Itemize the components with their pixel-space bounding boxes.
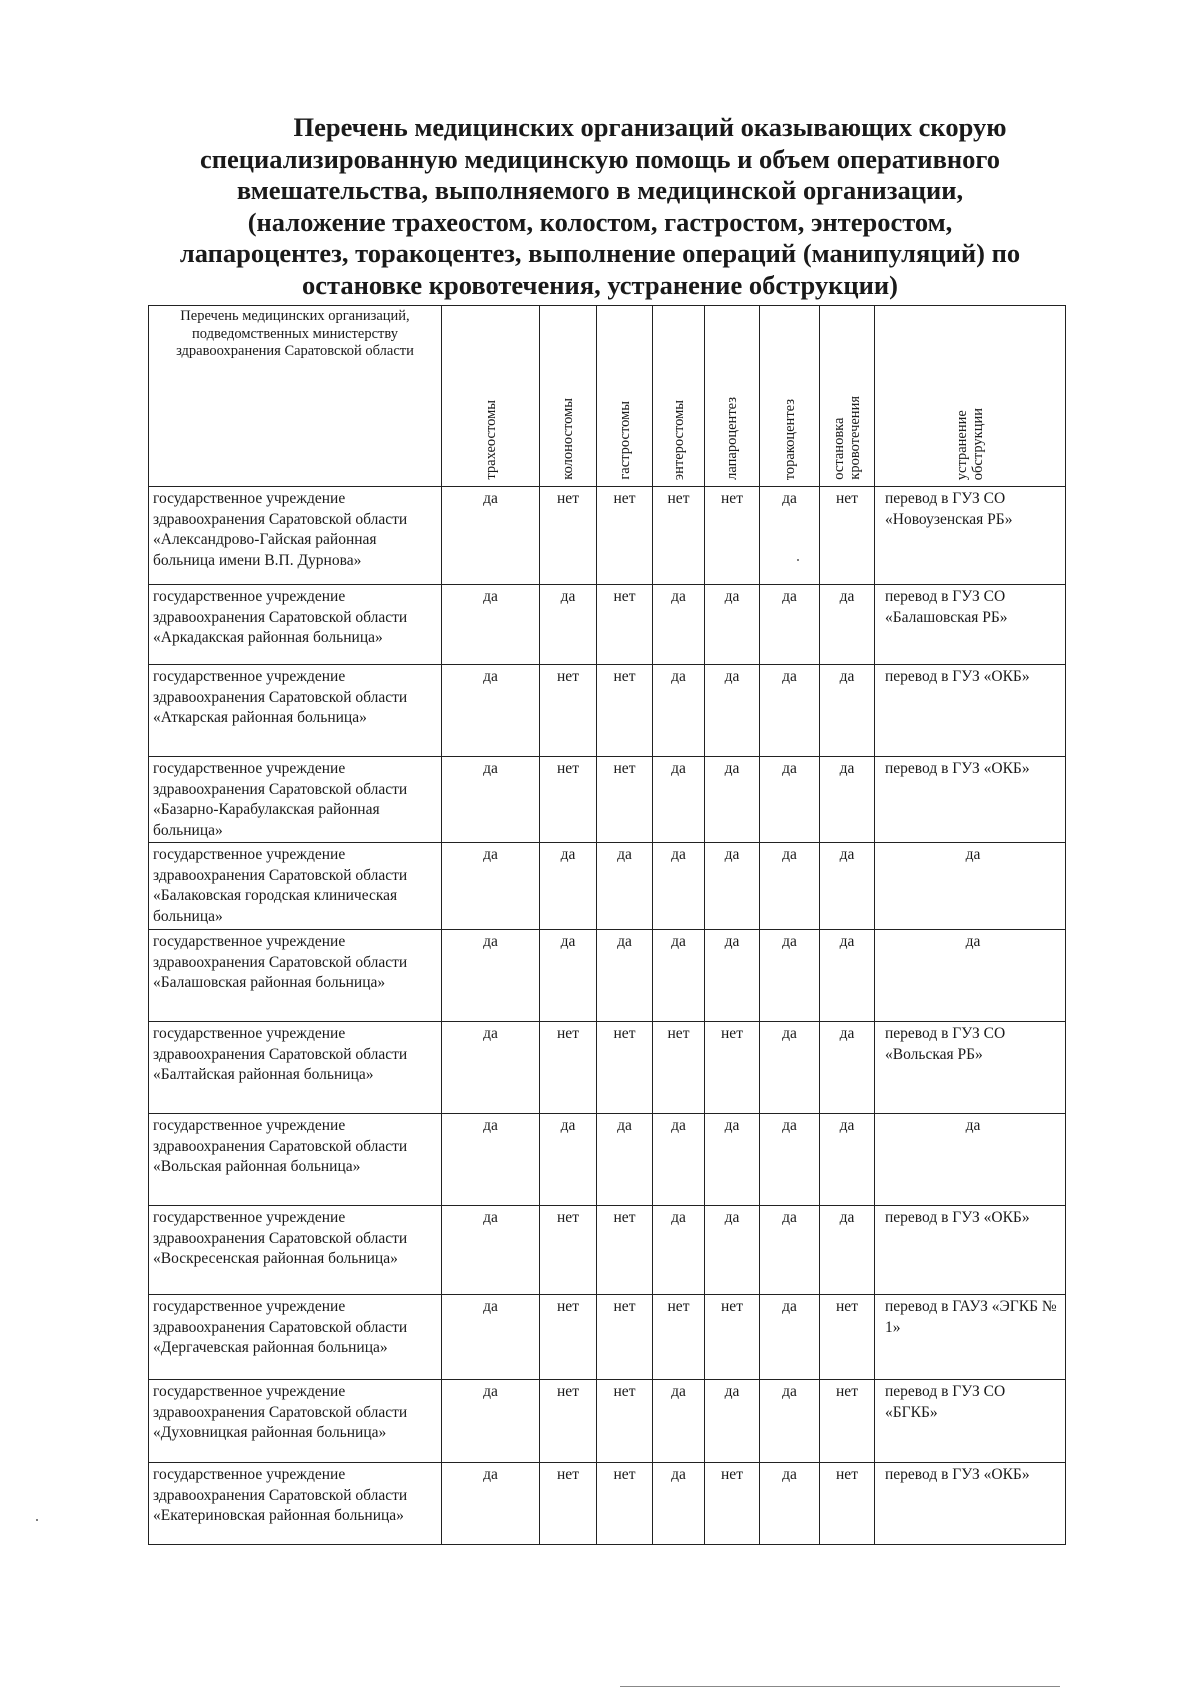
organization-name-cell: государственное учреждение здравоохранения Саратовской области «Екатериновская районная больница» [149,1463,442,1545]
organization-name-cell: государственное учреждение здравоохранения Саратовской области «Александрово-Гайская районная больница имени В.П. Дурнова» [149,487,442,585]
organization-name-cell: государственное учреждение здравоохранения Саратовской области «Вольская районная больница» [149,1114,442,1206]
column-header-gastrostomy: гастростомы [597,306,653,487]
value-cell: нет [540,757,597,843]
obstruction-cell: перевод в ГУЗ «ОКБ» [875,757,1066,843]
value-cell: нет [597,1380,653,1463]
value-cell: нет [597,1206,653,1295]
value-cell: нет [705,1463,760,1545]
value-cell: да [442,1463,540,1545]
table-row [149,1463,1066,1545]
value-cell: да [442,1114,540,1206]
title-line: Перечень медицинских организаций оказывающих скорую [293,112,1007,142]
value-cell: да [442,665,540,757]
value-cell: да [653,665,705,757]
value-cell: нет [597,1463,653,1545]
value-cell: да [540,585,597,665]
value-cell: да [705,757,760,843]
value-cell: да [653,757,705,843]
value-cell: нет [705,1022,760,1114]
value-cell: да [820,843,875,930]
value-cell: да [760,1022,820,1114]
value-cell: нет [820,1463,875,1545]
scan-speck [797,559,799,561]
value-cell: да [442,1206,540,1295]
value-cell: нет [597,665,653,757]
value-cell: да [540,843,597,930]
table-row [149,487,1066,585]
organization-name-cell: государственное учреждение здравоохранения Саратовской области «Балашовская районная больница» [149,930,442,1022]
obstruction-cell: перевод в ГУЗ СО «БГКБ» [875,1380,1066,1463]
value-cell: нет [597,757,653,843]
value-cell: да [597,1114,653,1206]
value-cell: нет [705,487,760,585]
title-line: специализированную медицинскую помощь и объем оперативного [199,143,1001,174]
value-cell: да [760,585,820,665]
value-cell: да [705,1114,760,1206]
title-line: остановке кровотечения, устранение обструкции) [302,269,898,300]
value-cell: да [820,1206,875,1295]
column-header-laparocentesis: лапароцентез [705,306,760,487]
value-cell: нет [597,1022,653,1114]
organization-name-cell: государственное учреждение здравоохранения Саратовской области «Балтайская районная больница» [149,1022,442,1114]
value-cell: да [820,1022,875,1114]
organization-name-cell: государственное учреждение здравоохранения Саратовской области «Базарно-Карабулакская районная больница» [149,757,442,843]
obstruction-cell: перевод в ГУЗ СО «Балашовская РБ» [875,585,1066,665]
value-cell: да [653,1114,705,1206]
value-cell: да [442,487,540,585]
organization-name-cell: государственное учреждение здравоохранения Саратовской области «Балаковская городская клиническая больница» [149,843,442,930]
value-cell: да [760,487,820,585]
value-cell: да [760,1380,820,1463]
value-cell: да [597,843,653,930]
column-header-enterostomy: энтеростомы [653,306,705,487]
title-line: лапароцентез, торакоцентез, выполнение операций (манипуляций) по [179,238,1021,268]
value-cell: нет [820,487,875,585]
scan-edge-line [620,1686,1060,1687]
value-cell: нет [540,1463,597,1545]
value-cell: да [760,757,820,843]
organization-name-cell: государственное учреждение здравоохранения Саратовской области «Аткарская районная больница» [149,665,442,757]
column-header-bleeding-stop: остановка кровотечения [820,306,875,487]
value-cell: нет [705,1295,760,1380]
table-row [149,843,1066,930]
value-cell: да [597,930,653,1022]
value-cell: да [442,757,540,843]
title-line: (наложение трахеостом, колостом, гастростом, энтеростом, [247,206,953,237]
value-cell: да [442,1022,540,1114]
value-cell: да [705,1380,760,1463]
value-cell: да [653,1206,705,1295]
obstruction-cell: перевод в ГУЗ «ОКБ» [875,1206,1066,1295]
table-row [149,1295,1066,1380]
value-cell: да [820,930,875,1022]
value-cell: да [442,585,540,665]
obstruction-cell: перевод в ГУЗ СО «Вольская РБ» [875,1022,1066,1114]
value-cell: нет [653,487,705,585]
value-cell: нет [540,665,597,757]
table-row [149,1114,1066,1206]
table-row [149,930,1066,1022]
column-header-colonostomy: колоностомы [540,306,597,487]
value-cell: да [760,1295,820,1380]
value-cell: да [705,1206,760,1295]
obstruction-cell: перевод в ГУЗ «ОКБ» [875,665,1066,757]
value-cell: да [653,843,705,930]
table-body [149,487,1066,1545]
value-cell: да [760,1206,820,1295]
value-cell: да [653,930,705,1022]
column-header-organizations: Перечень медицинских организаций, подведомственных министерству здравоохранения Саратовской области [149,306,442,487]
table-row [149,665,1066,757]
value-cell: да [653,1380,705,1463]
value-cell: да [705,585,760,665]
table-header-row [149,306,1066,487]
value-cell: нет [597,1295,653,1380]
value-cell: да [760,1463,820,1545]
organization-name-cell: государственное учреждение здравоохранения Саратовской области «Аркадакская районная больница» [149,585,442,665]
obstruction-cell: да [875,930,1066,1022]
value-cell: да [820,1114,875,1206]
value-cell: да [760,1114,820,1206]
obstruction-cell: да [875,1114,1066,1206]
obstruction-cell: перевод в ГАУЗ «ЭГКБ № 1» [875,1295,1066,1380]
value-cell: нет [820,1295,875,1380]
obstruction-cell: перевод в ГУЗ СО «Новоузенская РБ» [875,487,1066,585]
value-cell: нет [540,487,597,585]
column-header-obstruction-removal: устранение обструкции [875,306,1066,487]
value-cell: нет [540,1206,597,1295]
value-cell: да [442,843,540,930]
value-cell: да [760,930,820,1022]
value-cell: да [760,665,820,757]
value-cell: нет [540,1295,597,1380]
value-cell: нет [597,487,653,585]
obstruction-cell: перевод в ГУЗ «ОКБ» [875,1463,1066,1545]
value-cell: нет [540,1022,597,1114]
organization-name-cell: государственное учреждение здравоохранения Саратовской области «Дергачевская районная больница» [149,1295,442,1380]
value-cell: да [820,585,875,665]
value-cell: да [705,665,760,757]
organization-name-cell: государственное учреждение здравоохранения Саратовской области «Духовницкая районная больница» [149,1380,442,1463]
table-row [149,757,1066,843]
value-cell: нет [540,1380,597,1463]
table-row [149,1022,1066,1114]
organizations-table [148,305,1066,1545]
column-header-thoracocentesis: торакоцентез [760,306,820,487]
scan-speck [36,1519,38,1521]
value-cell: да [442,930,540,1022]
value-cell: нет [653,1022,705,1114]
value-cell: да [705,843,760,930]
value-cell: да [653,585,705,665]
value-cell: да [820,665,875,757]
value-cell: да [820,757,875,843]
value-cell: да [653,1463,705,1545]
obstruction-cell: да [875,843,1066,930]
value-cell: да [705,930,760,1022]
table-row [149,1206,1066,1295]
table-row [149,585,1066,665]
value-cell: да [760,843,820,930]
value-cell: да [442,1295,540,1380]
title-line: вмешательства, выполняемого в медицинской организации, [236,175,964,205]
organization-name-cell: государственное учреждение здравоохранения Саратовской области «Воскресенская районная больница» [149,1206,442,1295]
document-title [150,112,1050,301]
value-cell: да [540,1114,597,1206]
value-cell: да [540,930,597,1022]
column-header-tracheostomy: трахеостомы [442,306,540,487]
value-cell: нет [820,1380,875,1463]
value-cell: нет [597,585,653,665]
value-cell: да [442,1380,540,1463]
table-row [149,1380,1066,1463]
value-cell: нет [653,1295,705,1380]
